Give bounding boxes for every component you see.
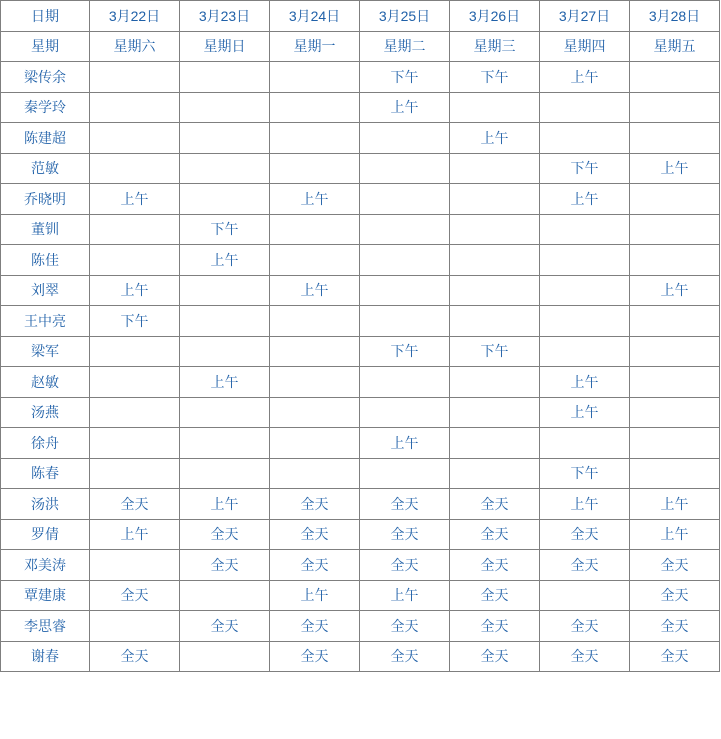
empty-cell bbox=[540, 245, 630, 276]
person-name-cell: 梁军 bbox=[1, 336, 90, 367]
shift-cell: 上午 bbox=[360, 92, 450, 123]
shift-cell: 全天 bbox=[180, 519, 270, 550]
table-row bbox=[1, 397, 720, 428]
shift-cell: 全天 bbox=[270, 519, 360, 550]
empty-cell bbox=[450, 367, 540, 398]
date-header-cell: 3月23日 bbox=[180, 1, 270, 32]
empty-cell bbox=[450, 245, 540, 276]
shift-cell: 全天 bbox=[450, 641, 540, 672]
weekday-header-cell: 星期二 bbox=[360, 31, 450, 62]
empty-cell bbox=[630, 92, 720, 123]
date-header-cell: 3月26日 bbox=[450, 1, 540, 32]
table-row bbox=[1, 123, 720, 154]
empty-cell bbox=[180, 184, 270, 215]
person-name-cell: 陈春 bbox=[1, 458, 90, 489]
empty-cell bbox=[270, 214, 360, 245]
empty-cell bbox=[270, 306, 360, 337]
table-row bbox=[1, 184, 720, 215]
shift-cell: 上午 bbox=[270, 184, 360, 215]
shift-cell: 全天 bbox=[630, 580, 720, 611]
empty-cell bbox=[630, 397, 720, 428]
header-row bbox=[1, 31, 720, 62]
shift-cell: 下午 bbox=[450, 62, 540, 93]
shift-cell: 全天 bbox=[270, 550, 360, 581]
empty-cell bbox=[90, 611, 180, 642]
person-name-cell: 刘翠 bbox=[1, 275, 90, 306]
empty-cell bbox=[180, 580, 270, 611]
empty-cell bbox=[90, 245, 180, 276]
shift-cell: 全天 bbox=[450, 580, 540, 611]
date-header-cell: 3月25日 bbox=[360, 1, 450, 32]
person-name-cell: 董钏 bbox=[1, 214, 90, 245]
empty-cell bbox=[270, 123, 360, 154]
weekday-header-cell: 星期一 bbox=[270, 31, 360, 62]
shift-cell: 上午 bbox=[270, 580, 360, 611]
shift-cell: 全天 bbox=[630, 550, 720, 581]
shift-cell: 上午 bbox=[540, 184, 630, 215]
header-row-label: 星期 bbox=[1, 31, 90, 62]
empty-cell bbox=[270, 62, 360, 93]
person-name-cell: 梁传余 bbox=[1, 62, 90, 93]
person-name-cell: 谢春 bbox=[1, 641, 90, 672]
shift-cell: 上午 bbox=[180, 245, 270, 276]
empty-cell bbox=[450, 306, 540, 337]
date-header-cell: 3月27日 bbox=[540, 1, 630, 32]
table-row bbox=[1, 92, 720, 123]
empty-cell bbox=[180, 336, 270, 367]
date-header-cell: 3月22日 bbox=[90, 1, 180, 32]
shift-cell: 上午 bbox=[540, 367, 630, 398]
weekday-header-cell: 星期五 bbox=[630, 31, 720, 62]
empty-cell bbox=[180, 306, 270, 337]
empty-cell bbox=[180, 641, 270, 672]
shift-cell: 全天 bbox=[540, 519, 630, 550]
shift-cell: 全天 bbox=[360, 489, 450, 520]
table-row bbox=[1, 214, 720, 245]
header-row-label: 日期 bbox=[1, 1, 90, 32]
weekday-header-cell: 星期三 bbox=[450, 31, 540, 62]
empty-cell bbox=[90, 397, 180, 428]
table-row bbox=[1, 306, 720, 337]
table-row bbox=[1, 611, 720, 642]
shift-cell: 下午 bbox=[180, 214, 270, 245]
empty-cell bbox=[630, 336, 720, 367]
shift-cell: 上午 bbox=[360, 580, 450, 611]
person-name-cell: 汤燕 bbox=[1, 397, 90, 428]
empty-cell bbox=[360, 184, 450, 215]
shift-cell: 下午 bbox=[540, 153, 630, 184]
shift-cell: 上午 bbox=[540, 489, 630, 520]
empty-cell bbox=[270, 153, 360, 184]
shift-cell: 全天 bbox=[540, 641, 630, 672]
empty-cell bbox=[450, 397, 540, 428]
header-row bbox=[1, 1, 720, 32]
table-row bbox=[1, 580, 720, 611]
person-name-cell: 汤洪 bbox=[1, 489, 90, 520]
empty-cell bbox=[270, 428, 360, 459]
shift-cell: 全天 bbox=[630, 641, 720, 672]
shift-cell: 全天 bbox=[540, 550, 630, 581]
table-row bbox=[1, 519, 720, 550]
weekday-header-cell: 星期四 bbox=[540, 31, 630, 62]
shift-cell: 全天 bbox=[630, 611, 720, 642]
empty-cell bbox=[90, 153, 180, 184]
empty-cell bbox=[90, 550, 180, 581]
shift-cell: 上午 bbox=[360, 428, 450, 459]
empty-cell bbox=[630, 367, 720, 398]
empty-cell bbox=[630, 306, 720, 337]
empty-cell bbox=[630, 62, 720, 93]
shift-cell: 下午 bbox=[360, 336, 450, 367]
person-name-cell: 王中亮 bbox=[1, 306, 90, 337]
table-row bbox=[1, 489, 720, 520]
empty-cell bbox=[180, 397, 270, 428]
shift-cell: 上午 bbox=[270, 275, 360, 306]
empty-cell bbox=[540, 92, 630, 123]
empty-cell bbox=[450, 428, 540, 459]
table-row bbox=[1, 336, 720, 367]
person-name-cell: 范敏 bbox=[1, 153, 90, 184]
shift-cell: 上午 bbox=[630, 519, 720, 550]
shift-cell: 全天 bbox=[180, 550, 270, 581]
empty-cell bbox=[90, 214, 180, 245]
empty-cell bbox=[270, 245, 360, 276]
person-name-cell: 陈佳 bbox=[1, 245, 90, 276]
empty-cell bbox=[90, 458, 180, 489]
empty-cell bbox=[360, 275, 450, 306]
empty-cell bbox=[540, 428, 630, 459]
empty-cell bbox=[540, 214, 630, 245]
shift-cell: 上午 bbox=[180, 489, 270, 520]
person-name-cell: 邓美涛 bbox=[1, 550, 90, 581]
shift-cell: 下午 bbox=[360, 62, 450, 93]
shift-cell: 上午 bbox=[630, 275, 720, 306]
empty-cell bbox=[180, 62, 270, 93]
table-row bbox=[1, 245, 720, 276]
shift-cell: 下午 bbox=[90, 306, 180, 337]
empty-cell bbox=[360, 245, 450, 276]
empty-cell bbox=[360, 306, 450, 337]
shift-cell: 上午 bbox=[90, 184, 180, 215]
empty-cell bbox=[630, 458, 720, 489]
shift-cell: 上午 bbox=[90, 275, 180, 306]
empty-cell bbox=[90, 123, 180, 154]
shift-cell: 上午 bbox=[450, 123, 540, 154]
shift-cell: 下午 bbox=[540, 458, 630, 489]
empty-cell bbox=[540, 306, 630, 337]
person-name-cell: 徐舟 bbox=[1, 428, 90, 459]
shift-cell: 全天 bbox=[450, 489, 540, 520]
person-name-cell: 乔晓明 bbox=[1, 184, 90, 215]
empty-cell bbox=[360, 397, 450, 428]
empty-cell bbox=[630, 428, 720, 459]
shift-cell: 全天 bbox=[450, 611, 540, 642]
empty-cell bbox=[450, 458, 540, 489]
empty-cell bbox=[360, 214, 450, 245]
person-name-cell: 秦学玲 bbox=[1, 92, 90, 123]
shift-cell: 上午 bbox=[540, 62, 630, 93]
empty-cell bbox=[630, 184, 720, 215]
empty-cell bbox=[630, 214, 720, 245]
empty-cell bbox=[180, 275, 270, 306]
person-name-cell: 罗倩 bbox=[1, 519, 90, 550]
empty-cell bbox=[180, 428, 270, 459]
empty-cell bbox=[450, 153, 540, 184]
shift-cell: 全天 bbox=[270, 641, 360, 672]
shift-cell: 全天 bbox=[360, 550, 450, 581]
empty-cell bbox=[90, 367, 180, 398]
empty-cell bbox=[630, 245, 720, 276]
empty-cell bbox=[450, 92, 540, 123]
empty-cell bbox=[180, 92, 270, 123]
table-row bbox=[1, 458, 720, 489]
empty-cell bbox=[270, 336, 360, 367]
empty-cell bbox=[540, 123, 630, 154]
shift-cell: 上午 bbox=[180, 367, 270, 398]
shift-cell: 下午 bbox=[450, 336, 540, 367]
table-row bbox=[1, 367, 720, 398]
empty-cell bbox=[450, 275, 540, 306]
empty-cell bbox=[90, 92, 180, 123]
shift-cell: 上午 bbox=[630, 153, 720, 184]
empty-cell bbox=[540, 336, 630, 367]
empty-cell bbox=[90, 336, 180, 367]
shift-cell: 全天 bbox=[360, 641, 450, 672]
shift-cell: 全天 bbox=[450, 550, 540, 581]
empty-cell bbox=[360, 123, 450, 154]
schedule-body bbox=[1, 1, 720, 672]
weekday-header-cell: 星期六 bbox=[90, 31, 180, 62]
empty-cell bbox=[180, 153, 270, 184]
shift-cell: 全天 bbox=[270, 611, 360, 642]
shift-cell: 全天 bbox=[90, 580, 180, 611]
empty-cell bbox=[270, 397, 360, 428]
date-header-cell: 3月24日 bbox=[270, 1, 360, 32]
empty-cell bbox=[630, 123, 720, 154]
person-name-cell: 覃建康 bbox=[1, 580, 90, 611]
shift-cell: 全天 bbox=[90, 489, 180, 520]
table-row bbox=[1, 153, 720, 184]
table-row bbox=[1, 428, 720, 459]
shift-cell: 全天 bbox=[450, 519, 540, 550]
table-row bbox=[1, 641, 720, 672]
empty-cell bbox=[90, 428, 180, 459]
table-row bbox=[1, 62, 720, 93]
shift-cell: 上午 bbox=[630, 489, 720, 520]
empty-cell bbox=[90, 62, 180, 93]
shift-cell: 全天 bbox=[180, 611, 270, 642]
person-name-cell: 赵敏 bbox=[1, 367, 90, 398]
empty-cell bbox=[450, 184, 540, 215]
empty-cell bbox=[270, 458, 360, 489]
empty-cell bbox=[450, 214, 540, 245]
weekday-header-cell: 星期日 bbox=[180, 31, 270, 62]
person-name-cell: 陈建超 bbox=[1, 123, 90, 154]
person-name-cell: 李思睿 bbox=[1, 611, 90, 642]
shift-cell: 上午 bbox=[90, 519, 180, 550]
date-header-cell: 3月28日 bbox=[630, 1, 720, 32]
table-row bbox=[1, 275, 720, 306]
shift-cell: 全天 bbox=[90, 641, 180, 672]
empty-cell bbox=[270, 92, 360, 123]
empty-cell bbox=[180, 458, 270, 489]
shift-cell: 全天 bbox=[360, 611, 450, 642]
empty-cell bbox=[360, 458, 450, 489]
shift-cell: 全天 bbox=[540, 611, 630, 642]
shift-cell: 全天 bbox=[270, 489, 360, 520]
shift-cell: 上午 bbox=[540, 397, 630, 428]
empty-cell bbox=[540, 275, 630, 306]
empty-cell bbox=[270, 367, 360, 398]
empty-cell bbox=[540, 580, 630, 611]
empty-cell bbox=[180, 123, 270, 154]
shift-cell: 全天 bbox=[360, 519, 450, 550]
empty-cell bbox=[360, 153, 450, 184]
empty-cell bbox=[360, 367, 450, 398]
table-row bbox=[1, 550, 720, 581]
